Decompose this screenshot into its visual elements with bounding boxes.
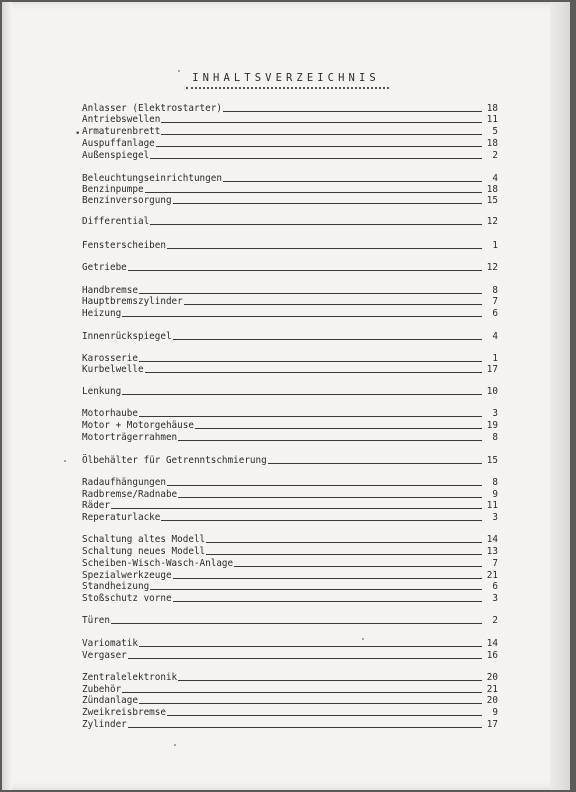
- toc-entry: [82, 113, 498, 125]
- toc-entry-page: 21: [486, 570, 498, 581]
- page-edge-right: [550, 2, 570, 790]
- toc-entry-label: Zweikreisbremse: [82, 707, 166, 718]
- toc-entry-label: Ölbehälter für Getrenntschmierung: [82, 455, 267, 466]
- toc-entry: [82, 545, 498, 557]
- toc-leader-line: [128, 658, 482, 659]
- toc-entry-page: 9: [492, 489, 498, 500]
- toc-leader-line: [178, 440, 482, 441]
- toc-entry: [82, 385, 498, 397]
- toc-entry: [82, 580, 498, 592]
- toc-entry-label: Heizung: [82, 308, 122, 319]
- toc-entry: [82, 295, 498, 307]
- toc-entry-label: Getriebe: [82, 262, 127, 273]
- toc-entry-label: Handbremse: [82, 285, 138, 296]
- toc-leader-line: [161, 122, 482, 123]
- toc-entry-label: Differential: [82, 216, 150, 227]
- paper-speck: [174, 744, 176, 746]
- page-title: INHALTSVERZEICHNIS: [192, 72, 380, 84]
- toc-entry-label: Räder: [82, 500, 110, 511]
- toc-entry: [82, 533, 498, 545]
- toc-entry-label: Stoßschutz vorne: [82, 593, 172, 604]
- toc-leader-line: [150, 158, 482, 159]
- toc-entry-page: 8: [492, 477, 498, 488]
- toc-entry-page: 16: [486, 650, 498, 661]
- toc-leader-line: [111, 508, 482, 509]
- toc-entry: [82, 637, 498, 649]
- toc-leader-line: [184, 304, 482, 305]
- toc-leader-line: [223, 181, 482, 182]
- toc-entry-label: Vergaser: [82, 650, 127, 661]
- toc-entry: [82, 419, 498, 431]
- toc-entry-page: 20: [486, 695, 498, 706]
- toc-entry-label: Radbremse/Radnabe: [82, 489, 178, 500]
- toc-entry-label: Schaltung neues Modell: [82, 546, 206, 557]
- toc-entry-page: 2: [492, 150, 498, 161]
- toc-entry: [82, 363, 498, 375]
- toc-leader-line: [206, 554, 482, 555]
- toc-entry-label: Motorhaube: [82, 408, 138, 419]
- toc-entry-label: Motorträgerrahmen: [82, 432, 178, 443]
- toc-entry-label: Türen: [82, 615, 110, 626]
- toc-entry-label: Spezialwerkzeuge: [82, 570, 172, 581]
- toc-leader-line: [195, 428, 482, 429]
- toc-leader-line: [145, 372, 482, 373]
- toc-leader-line: [139, 416, 482, 417]
- toc-leader-line: [223, 111, 482, 112]
- toc-entry-page: 11: [486, 114, 498, 125]
- toc-leader-line: [167, 715, 482, 716]
- toc-entry-page: 9: [492, 707, 498, 718]
- toc-entry-page: 14: [486, 638, 498, 649]
- toc-entry: [82, 694, 498, 706]
- toc-entry-label: Standheizung: [82, 581, 150, 592]
- toc-entry-label: Benzinpumpe: [82, 184, 144, 195]
- toc-entry: [82, 330, 498, 342]
- toc-entry-label: Hauptbremszylinder: [82, 296, 183, 307]
- toc-entry: [82, 511, 498, 523]
- toc-leader-line: [145, 192, 482, 193]
- toc-entry-page: 12: [486, 262, 498, 273]
- toc-entry: [82, 614, 498, 626]
- toc-leader-line: [128, 727, 482, 728]
- toc-entry-page: 18: [486, 103, 498, 114]
- toc-leader-line: [178, 680, 482, 681]
- paper-speck: [64, 460, 66, 462]
- toc-leader-line: [150, 224, 482, 225]
- toc-entry-page: 18: [486, 138, 498, 149]
- toc-leader-line: [173, 339, 482, 340]
- toc-leader-line: [150, 589, 482, 590]
- toc-entry: [82, 137, 498, 149]
- toc-entry-label: Innenrückspiegel: [82, 331, 172, 342]
- toc-entry-page: 20: [486, 672, 498, 683]
- toc-entry-page: 10: [486, 386, 498, 397]
- toc-leader-line: [122, 316, 482, 317]
- toc-leader-line: [173, 203, 482, 204]
- toc-entry-page: 21: [486, 684, 498, 695]
- toc-entry-label: Beleuchtungseinrichtungen: [82, 173, 222, 184]
- toc-entry: [82, 476, 498, 488]
- toc-leader-line: [173, 601, 482, 602]
- toc-leader-line: [268, 463, 482, 464]
- page-edge-left: [2, 2, 12, 790]
- toc-leader-line: [234, 566, 482, 567]
- toc-leader-line: [167, 248, 482, 249]
- toc-entry-label: Motor + Motorgehäuse: [82, 420, 194, 431]
- toc-entry-page: 6: [492, 308, 498, 319]
- toc-entry-label: Karosserie: [82, 353, 138, 364]
- toc-entry: [82, 125, 498, 137]
- paper-speck: [178, 70, 180, 72]
- toc-entry: [82, 557, 498, 569]
- toc-entry-label: Fensterscheiben: [82, 240, 166, 251]
- toc-entry: [82, 706, 498, 718]
- title-underline: [186, 87, 389, 89]
- toc-leader-line: [139, 361, 482, 362]
- paper-speck: [362, 638, 364, 640]
- toc-entry-label: Auspuffanlage: [82, 138, 155, 149]
- toc-leader-line: [128, 270, 482, 271]
- toc-entry-label: Reperaturlacke: [82, 512, 161, 523]
- toc-entry-label: Zündanlage: [82, 695, 138, 706]
- toc-entry-label: Benzinversorgung: [82, 195, 172, 206]
- toc-entry-label: Radaufhängungen: [82, 477, 166, 488]
- toc-entry-page: 7: [492, 558, 498, 569]
- document-page: [2, 2, 570, 790]
- toc-entry-label: Armaturenbrett: [82, 126, 161, 137]
- toc-entry-label: Lenkung: [82, 386, 122, 397]
- toc-entry: [82, 431, 498, 443]
- toc-entry-page: 1: [492, 353, 498, 364]
- toc-entry-page: 14: [486, 534, 498, 545]
- toc-entry-page: 15: [486, 195, 498, 206]
- toc-entry: [82, 454, 498, 466]
- toc-entry-page: 17: [486, 719, 498, 730]
- toc-entry-label: Variomatik: [82, 638, 138, 649]
- toc-entry: [82, 499, 498, 511]
- toc-entry: [82, 239, 498, 251]
- toc-entry-label: Anlasser (Elektrostarter): [82, 103, 222, 114]
- toc-entry-label: Zylinder: [82, 719, 127, 730]
- toc-leader-line: [161, 134, 482, 135]
- toc-leader-line: [122, 692, 482, 693]
- toc-entry-page: 5: [492, 126, 498, 137]
- toc-entry: [82, 407, 498, 419]
- toc-entry: [82, 149, 498, 161]
- toc-entry: [82, 194, 498, 206]
- toc-entry-page: 3: [492, 512, 498, 523]
- toc-entry-page: 8: [492, 285, 498, 296]
- toc-entry-label: Außenspiegel: [82, 150, 150, 161]
- toc-entry-label: Zubehör: [82, 684, 122, 695]
- toc-entry-page: 4: [492, 173, 498, 184]
- toc-entry-page: 17: [486, 364, 498, 375]
- toc-entry: [82, 649, 498, 661]
- toc-entry-label: Zentralelektronik: [82, 672, 178, 683]
- toc-leader-line: [167, 485, 482, 486]
- toc-entry-page: 3: [492, 593, 498, 604]
- toc-entry-page: 11: [486, 500, 498, 511]
- toc-leader-line: [139, 703, 482, 704]
- toc-entry: [82, 671, 498, 683]
- toc-entry-page: 19: [486, 420, 498, 431]
- toc-entry-page: 2: [492, 615, 498, 626]
- toc-entry-page: 6: [492, 581, 498, 592]
- toc-entry-label: Kurbelwelle: [82, 364, 144, 375]
- toc-entry-label: Antriebswellen: [82, 114, 161, 125]
- toc-entry: [82, 592, 498, 604]
- toc-leader-line: [139, 293, 482, 294]
- toc-leader-line: [206, 542, 482, 543]
- toc-entry-page: 4: [492, 331, 498, 342]
- toc-leader-line: [111, 623, 482, 624]
- toc-entry: [82, 215, 498, 227]
- toc-entry-page: 13: [486, 546, 498, 557]
- toc-leader-line: [178, 497, 482, 498]
- toc-entry: [82, 307, 498, 319]
- toc-entry: [82, 718, 498, 730]
- toc-leader-line: [139, 646, 482, 647]
- toc-leader-line: [173, 578, 482, 579]
- toc-entry-page: 18: [486, 184, 498, 195]
- toc-entry-page: 8: [492, 432, 498, 443]
- toc-entry-label: Schaltung altes Modell: [82, 534, 206, 545]
- toc-entry: [82, 261, 498, 273]
- toc-leader-line: [122, 394, 482, 395]
- toc-entry-page: 1: [492, 240, 498, 251]
- toc-entry-page: 15: [486, 455, 498, 466]
- toc-entry-label: Scheiben-Wisch-Wasch-Anlage: [82, 558, 234, 569]
- toc-entry-page: 3: [492, 408, 498, 419]
- toc-entry-page: 12: [486, 216, 498, 227]
- toc-leader-line: [156, 146, 482, 147]
- toc-entry-page: 7: [492, 296, 498, 307]
- margin-mark: •: [75, 129, 81, 139]
- toc-leader-line: [161, 520, 482, 521]
